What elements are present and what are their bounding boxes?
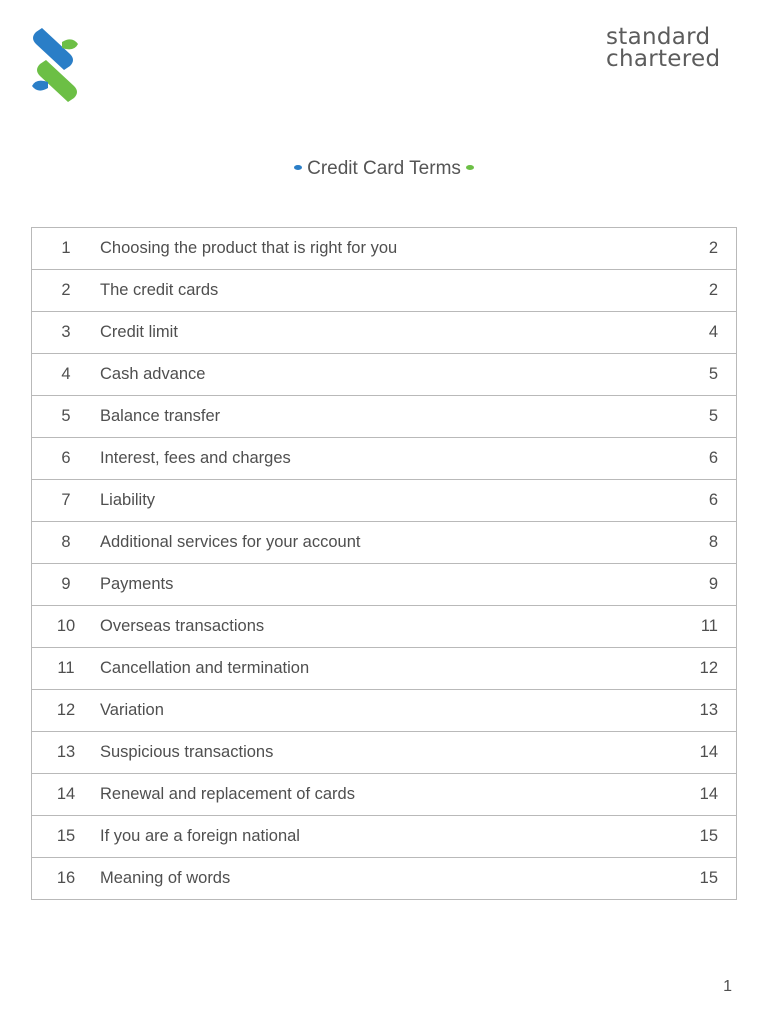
brand-line-1: standard bbox=[606, 24, 711, 50]
toc-row[interactable] bbox=[32, 312, 737, 354]
toc-row[interactable] bbox=[32, 354, 737, 396]
toc-row[interactable] bbox=[32, 270, 737, 312]
toc-row[interactable] bbox=[32, 774, 737, 816]
toc-row[interactable] bbox=[32, 396, 737, 438]
toc-row[interactable] bbox=[32, 438, 737, 480]
toc-section-number: 9 bbox=[32, 564, 101, 606]
toc-section-title: Credit limit bbox=[100, 312, 658, 354]
toc-row[interactable] bbox=[32, 522, 737, 564]
toc-section-number: 11 bbox=[32, 648, 101, 690]
toc-row[interactable] bbox=[32, 480, 737, 522]
title-text: Credit Card Terms bbox=[307, 158, 461, 179]
toc-section-title: Interest, fees and charges bbox=[100, 438, 658, 480]
toc-row[interactable] bbox=[32, 564, 737, 606]
toc-section-title: Cancellation and termination bbox=[100, 648, 658, 690]
toc-section-title: Choosing the product that is right for you bbox=[100, 228, 658, 270]
toc-row[interactable] bbox=[32, 228, 737, 270]
toc-section-number: 6 bbox=[32, 438, 101, 480]
green-bullet-icon bbox=[466, 165, 474, 170]
toc-section-number: 5 bbox=[32, 396, 101, 438]
toc-page-number: 13 bbox=[658, 690, 737, 732]
toc-section-number: 3 bbox=[32, 312, 101, 354]
toc-section-title: Overseas transactions bbox=[100, 606, 658, 648]
toc-section-number: 16 bbox=[32, 858, 101, 900]
toc-page-number: 9 bbox=[658, 564, 737, 606]
toc-section-number: 2 bbox=[32, 270, 101, 312]
toc-section-number: 12 bbox=[32, 690, 101, 732]
toc-section-number: 1 bbox=[32, 228, 101, 270]
toc-section-title: Cash advance bbox=[100, 354, 658, 396]
toc-section-title: Additional services for your account bbox=[100, 522, 658, 564]
toc-section-title: Payments bbox=[100, 564, 658, 606]
brand-wordmark bbox=[606, 26, 738, 70]
toc-row[interactable] bbox=[32, 732, 737, 774]
toc-section-number: 7 bbox=[32, 480, 101, 522]
toc-section-number: 10 bbox=[32, 606, 101, 648]
toc-section-title: Liability bbox=[100, 480, 658, 522]
toc-section-title: Balance transfer bbox=[100, 396, 658, 438]
standard-chartered-logo-icon bbox=[28, 26, 82, 104]
toc-section-title: Meaning of words bbox=[100, 858, 658, 900]
document-title bbox=[0, 158, 768, 180]
toc-page-number: 6 bbox=[658, 480, 737, 522]
toc-page-number: 11 bbox=[658, 606, 737, 648]
toc-section-title: Variation bbox=[100, 690, 658, 732]
toc-row[interactable] bbox=[32, 858, 737, 900]
toc-page-number: 8 bbox=[658, 522, 737, 564]
toc-section-title: The credit cards bbox=[100, 270, 658, 312]
toc-row[interactable] bbox=[32, 816, 737, 858]
toc-section-number: 8 bbox=[32, 522, 101, 564]
toc-section-number: 4 bbox=[32, 354, 101, 396]
toc-page-number: 2 bbox=[658, 270, 737, 312]
toc-section-number: 14 bbox=[32, 774, 101, 816]
toc-row[interactable] bbox=[32, 648, 737, 690]
toc-page-number: 6 bbox=[658, 438, 737, 480]
toc-page-number: 2 bbox=[658, 228, 737, 270]
toc-row[interactable] bbox=[32, 606, 737, 648]
toc-section-number: 13 bbox=[32, 732, 101, 774]
blue-bullet-icon bbox=[294, 165, 302, 170]
toc-page-number: 12 bbox=[658, 648, 737, 690]
brand-line-2: chartered bbox=[606, 46, 721, 72]
toc-section-title: Renewal and replacement of cards bbox=[100, 774, 658, 816]
table-of-contents bbox=[31, 227, 737, 900]
toc-section-title: Suspicious transactions bbox=[100, 732, 658, 774]
toc-row[interactable] bbox=[32, 690, 737, 732]
toc-page-number: 4 bbox=[658, 312, 737, 354]
toc-page-number: 5 bbox=[658, 354, 737, 396]
toc-section-number: 15 bbox=[32, 816, 101, 858]
toc-page-number: 14 bbox=[658, 774, 737, 816]
toc-page-number: 14 bbox=[658, 732, 737, 774]
toc-section-title: If you are a foreign national bbox=[100, 816, 658, 858]
toc-page-number: 15 bbox=[658, 816, 737, 858]
toc-page-number: 15 bbox=[658, 858, 737, 900]
page-number: 1 bbox=[723, 978, 732, 995]
toc-page-number: 5 bbox=[658, 396, 737, 438]
